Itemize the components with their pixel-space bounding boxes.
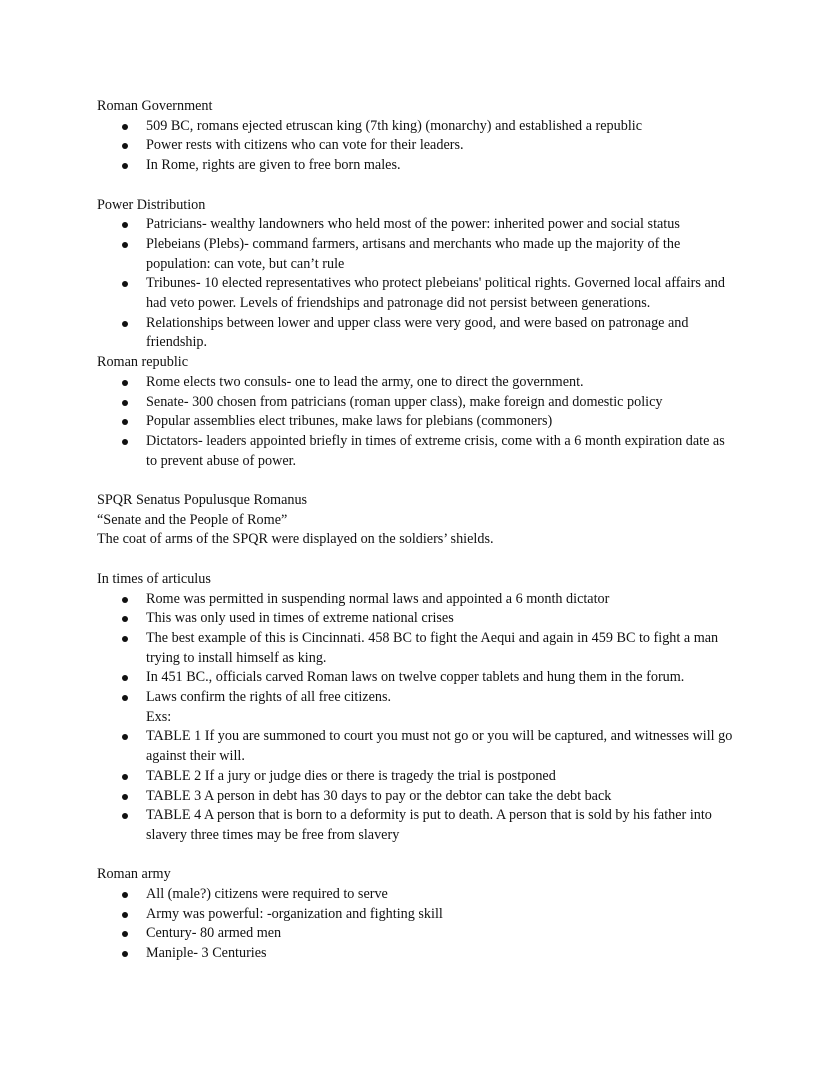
list-item-continuation: Exs: [146,708,172,725]
list-item: In 451 BC., officials carved Roman laws on twelve copper tablets and hung them in the forum. [97,668,737,688]
bullet-icon [122,734,128,740]
articulus-list [97,590,737,846]
bullet-icon [122,597,128,603]
bullet-icon [122,439,128,445]
section-heading-articulus: In times of articulus [97,570,211,587]
list-item: Popular assemblies elect tribunes, make laws for plebians (commoners) [97,412,737,432]
bullet-icon [122,400,128,406]
bullet-icon [122,616,128,622]
list-item: TABLE 4 A person that is born to a deformity is put to death. A person that is sold by his father into slavery three times may be free from slavery [97,806,737,845]
bullet-icon [122,931,128,937]
bullet-icon [122,912,128,918]
list-item: This was only used in times of extreme national crises [97,609,737,629]
blank-line [97,846,737,866]
bullet-icon [122,380,128,386]
bullet-icon [122,892,128,898]
bullet-icon [122,242,128,248]
bullet-icon [122,813,128,819]
list-item: Patricians- wealthy landowners who held most of the power: inherited power and social status [97,215,737,235]
bullet-icon [122,794,128,800]
list-item: Maniple- 3 Centuries [97,944,737,964]
list-item: Laws confirm the rights of all free citizens. [97,688,737,708]
section-heading-power-distribution: Power Distribution [97,196,206,213]
list-item: Rome was permitted in suspending normal laws and appointed a 6 month dictator [97,590,737,610]
spqr-line: SPQR Senatus Populusque Romanus [97,492,308,509]
list-item: 509 BC, romans ejected etruscan king (7th king) (monarchy) and established a republic [97,117,737,137]
roman-republic-list [97,373,737,472]
list-item: TABLE 2 If a jury or judge dies or there is tragedy the trial is postponed [97,767,737,787]
roman-army-list [97,885,737,964]
bullet-icon [122,281,128,287]
bullet-icon [122,675,128,681]
section-heading-roman-government: Roman Government [97,98,213,114]
list-item: Dictators- leaders appointed briefly in times of extreme crisis, come with a 6 month expiration date as to prevent abuse of power. [97,432,737,471]
list-item: Senate- 300 chosen from patricians (roman upper class), make foreign and domestic policy [97,393,737,413]
bullet-icon [122,695,128,701]
blank-line [97,176,737,196]
list-item: Relationships between lower and upper class were very good, and were based on patronage and friendship. [97,314,737,353]
list-item: Century- 80 armed men [97,924,737,944]
bullet-icon [122,222,128,228]
list-item: Army was powerful: -organization and fighting skill [97,905,737,925]
blank-line [97,550,737,570]
bullet-icon [122,636,128,642]
section-heading-roman-army: Roman army [97,866,171,883]
bullet-icon [122,951,128,957]
document-page [97,97,737,964]
roman-government-list [97,117,737,176]
list-item: Plebeians (Plebs)- command farmers, artisans and merchants who made up the majority of the population: can vote, but can’t rule [97,235,737,274]
list-item: The best example of this is Cincinnati. 458 BC to fight the Aequi and again in 459 BC to fight a man trying to install himself as king. [97,629,737,668]
bullet-icon [122,143,128,149]
bullet-icon [122,419,128,425]
power-distribution-list [97,215,737,353]
list-item: In Rome, rights are given to free born males. [97,156,737,176]
bullet-icon [122,124,128,130]
spqr-translation: “Senate and the People of Rome” [97,511,288,528]
bullet-icon [122,321,128,327]
list-item: TABLE 1 If you are summoned to court you must not go or you will be captured, and witnesses will go against their will. [97,727,737,766]
list-item: TABLE 3 A person in debt has 30 days to pay or the debtor can take the debt back [97,787,737,807]
list-item: All (male?) citizens were required to serve [97,885,737,905]
bullet-icon [122,774,128,780]
list-item: Rome elects two consuls- one to lead the army, one to direct the government. [97,373,737,393]
list-item: Power rests with citizens who can vote for their leaders. [97,136,737,156]
blank-line [97,471,737,491]
section-heading-roman-republic: Roman republic [97,354,189,371]
list-item: Tribunes- 10 elected representatives who protect plebeians' political rights. Governed local affairs and had veto power. Levels of friendships and patronage did not persist between generations. [97,274,737,313]
bullet-icon [122,163,128,169]
spqr-shields-note: The coat of arms of the SPQR were displayed on the soldiers’ shields. [97,531,494,548]
